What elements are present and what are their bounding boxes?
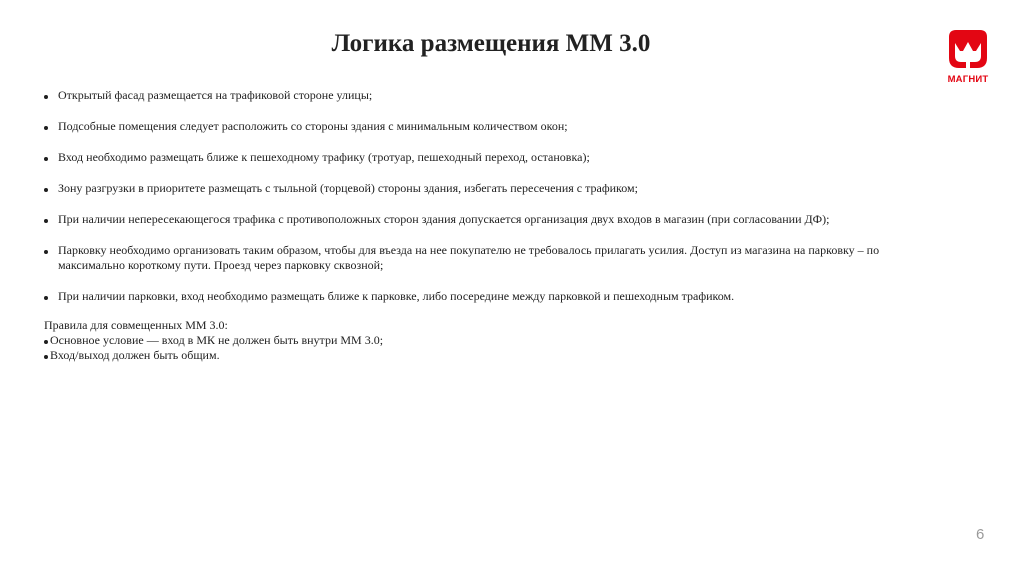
bullet-text: Открытый фасад размещается на трафиковой стороне улицы; xyxy=(58,88,373,102)
bullet-item xyxy=(44,119,944,134)
bullet-text: Подсобные помещения следует расположить со стороны здания с минимальным количеством окон; xyxy=(58,119,568,133)
bullet-item xyxy=(44,88,944,103)
bullet-dot-icon xyxy=(44,126,48,130)
bullet-dot-icon xyxy=(44,219,48,223)
bullet-item xyxy=(44,212,944,227)
bullet-dot-icon xyxy=(44,296,48,300)
bullet-text: Парковку необходимо организовать таким образом, чтобы для въезда на нее покупателю не требовалось прилагать усилия. Доступ из магазина на парковку – по максимально короткому пути. Проезд через парковку сквозной; xyxy=(58,243,880,272)
rules-item xyxy=(44,348,944,363)
bullet-item xyxy=(44,150,944,165)
bullet-item xyxy=(44,243,944,273)
magnit-m-icon xyxy=(946,27,990,71)
bullet-list xyxy=(44,88,944,320)
bullet-item xyxy=(44,181,944,196)
rules-list xyxy=(44,333,944,363)
slide-title: Логика размещения ММ 3.0 xyxy=(331,30,651,57)
rules-item-text: Основное условие — вход в МК не должен быть внутри ММ 3.0; xyxy=(50,333,384,347)
rules-heading: Правила для совмещенных ММ 3.0: xyxy=(44,318,228,332)
bullet-dot-icon xyxy=(44,355,48,359)
bullet-dot-icon xyxy=(44,157,48,161)
bullet-dot-icon xyxy=(44,250,48,254)
rules-item xyxy=(44,333,944,348)
bullet-item xyxy=(44,289,944,304)
bullet-dot-icon xyxy=(44,188,48,192)
bullet-text: Зону разгрузки в приоритете размещать с тыльной (торцевой) стороны здания, избегать пересечения с трафиком; xyxy=(58,181,638,195)
bullet-text: При наличии парковки, вход необходимо размещать ближе к парковке, либо посередине между парковкой и пешеходным трафиком. xyxy=(58,289,735,303)
bullet-text: При наличии непересекающегося трафика с противоположных сторон здания допускается организация двух входов в магазин (при согласовании ДФ); xyxy=(58,212,830,226)
bullet-text: Вход необходимо размещать ближе к пешеходному трафику (тротуар, пешеходный переход, остановка); xyxy=(58,150,590,164)
page-number: 6 xyxy=(976,526,985,543)
bullet-dot-icon xyxy=(44,340,48,344)
magnit-logo xyxy=(943,27,993,89)
rules-item-text: Вход/выход должен быть общим. xyxy=(50,348,220,362)
combined-rules xyxy=(44,318,944,363)
bullet-dot-icon xyxy=(44,95,48,99)
logo-text: МАГНИТ xyxy=(947,74,989,85)
